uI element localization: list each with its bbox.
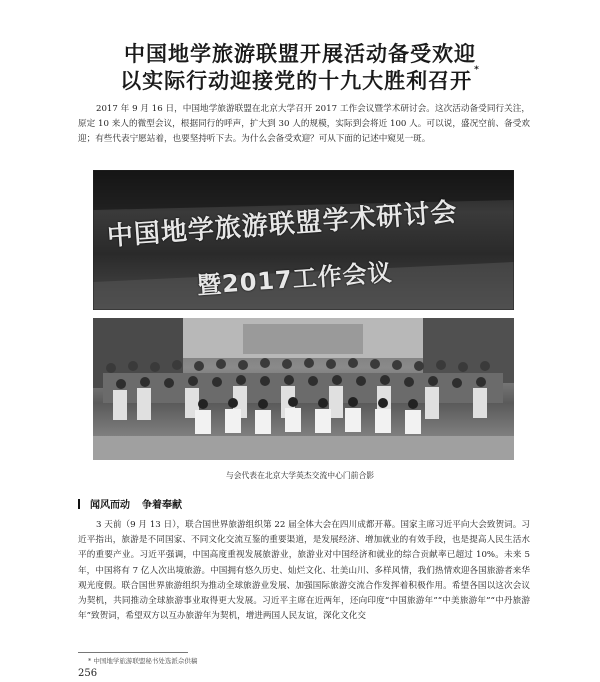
section-body-text: 3 天前（9 月 13 日），联合国世界旅游组织第 22 届全体大会在四川成都开幕。国家主席习近平向大会致贺词。习近平指出，旅游是不同国家、不同文化交流互鉴的重要渠道，是发展经济、增加就业的有效手段，也是提高人民生活水平的重要产业。习近平强调，中国高度重视发展旅游业，旅游业对中国经济和就业的综合贡献率已超过 10%。未来 5 年，中国将有 7 亿人次出境旅游。中国拥有悠久历史、灿烂文化、壮美山川、多样风情，我们热情欢迎各国旅游者来华观光度假。联合国世界旅游组织为推动全球旅游业发展、加强国际旅游交流合作发挥着积极作用。希望各国以这次会议为契机，共同推动全球旅游事业取得更大发展。习近平主席在近两年，还向印度“中国旅游年”“中美旅游年”“中丹旅游年”致贺词，希望双方以互办旅游年为契机，增进两国人民友谊，深化文化交	[78, 520, 530, 622]
section-body-paragraph	[78, 518, 530, 624]
photo-caption: 与会代表在北京大学英杰交流中心门前合影	[225, 471, 375, 480]
intro-paragraph	[78, 102, 530, 148]
banner-text-line-1: 中国地学旅游联盟学术研讨会	[106, 197, 459, 252]
group-photo-scene	[93, 318, 514, 460]
section-heading-bar	[78, 499, 80, 509]
footnote-divider	[78, 652, 188, 653]
conference-banner-photo	[93, 170, 514, 310]
title-footnote-mark: *	[474, 65, 480, 75]
footnote: * 中国地学旅游联盟秘书处选派佘供稿	[88, 657, 198, 665]
group-photo	[93, 318, 514, 460]
page-number: 256	[78, 668, 98, 679]
section-heading-part-b: 争着奉献	[142, 500, 182, 511]
intro-text: 2017 年 9 月 16 日，中国地学旅游联盟在北京大学召开 2017 工作会议暨学术研讨会。这次活动备受同行关注，原定 10 来人的微型会议，根据同行的呼声，扩大到 30 人的规模，实际到会将近 100 人。可以说，盛况空前、备受欢迎；有些代表宁愿站着，也要坚持听下去。为什么会备受欢迎？可从下面的记述中窥见一斑。	[78, 104, 530, 145]
article-title-line-2	[0, 65, 600, 95]
section-heading	[78, 496, 182, 511]
banner-text-line-2: 暨2017工作会议	[196, 258, 394, 300]
article-title-line-2-text: 以实际行动迎接党的十九大胜利召开	[120, 69, 473, 93]
section-heading-part-a: 闻风而动	[90, 500, 130, 511]
article-title-line-1: 中国地学旅游联盟开展活动备受欢迎	[124, 42, 476, 66]
